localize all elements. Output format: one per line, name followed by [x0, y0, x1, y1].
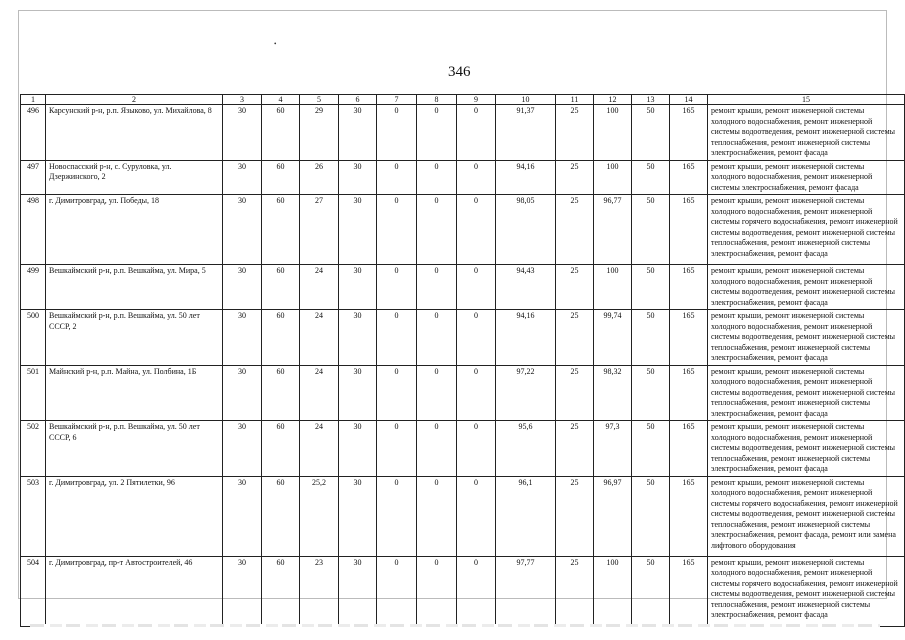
- cell-col-9: 0: [457, 365, 496, 421]
- cell-row-number: 497: [21, 160, 46, 195]
- column-header-12: 12: [594, 95, 632, 105]
- cell-col-10: 96,1: [496, 476, 556, 556]
- cell-col-11: 25: [556, 160, 594, 195]
- cell-col-10: 97,77: [496, 556, 556, 626]
- cell-col-4: 60: [262, 476, 300, 556]
- cell-col-5: 27: [300, 195, 339, 265]
- cell-address: Карсунский р-н, р.п. Языково, ул. Михайлова, 8: [46, 105, 223, 161]
- cell-col-14: 165: [670, 556, 708, 626]
- cell-col-14: 165: [670, 310, 708, 366]
- cell-col-3: 30: [223, 556, 262, 626]
- cell-repair-works: ремонт крыши, ремонт инженерной системы холодного водоснабжения, ремонт инженерной системы водоотведения, ремонт инженерной системы теплоснабжения, ремонт инженерной системы электроснабжения, ремонт фасада: [708, 310, 905, 366]
- cell-col-7: 0: [377, 556, 417, 626]
- cell-col-10: 91,37: [496, 105, 556, 161]
- cell-repair-works: ремонт крыши, ремонт инженерной системы холодного водоснабжения, ремонт инженерной системы водоотведения, ремонт инженерной системы теплоснабжения, ремонт инженерной системы электроснабжения, ремонт фасада: [708, 365, 905, 421]
- repair-works-table: [20, 94, 905, 627]
- cell-address: Вешкаймский р-н, р.п. Вешкайма, ул. 50 лет СССР, 2: [46, 310, 223, 366]
- cell-row-number: 501: [21, 365, 46, 421]
- cell-col-6: 30: [339, 556, 377, 626]
- cell-col-8: 0: [417, 365, 457, 421]
- cell-row-number: 499: [21, 265, 46, 310]
- column-header-8: 8: [417, 95, 457, 105]
- cell-col-11: 25: [556, 195, 594, 265]
- column-header-4: 4: [262, 95, 300, 105]
- cell-row-number: 504: [21, 556, 46, 626]
- cell-col-13: 50: [632, 421, 670, 477]
- page-number: 346: [448, 64, 471, 80]
- cell-col-7: 0: [377, 476, 417, 556]
- cell-col-7: 0: [377, 365, 417, 421]
- column-header-5: 5: [300, 95, 339, 105]
- cell-col-7: 0: [377, 160, 417, 195]
- cell-col-5: 24: [300, 421, 339, 477]
- cell-col-14: 165: [670, 160, 708, 195]
- cell-col-5: 23: [300, 556, 339, 626]
- table-row: [21, 105, 905, 161]
- table-row: [21, 160, 905, 195]
- cell-col-8: 0: [417, 310, 457, 366]
- cell-row-number: 498: [21, 195, 46, 265]
- cell-col-7: 0: [377, 195, 417, 265]
- cell-row-number: 500: [21, 310, 46, 366]
- cell-col-5: 29: [300, 105, 339, 161]
- cell-address: Майнский р-н, р.п. Майна, ул. Полбина, 1Б: [46, 365, 223, 421]
- cell-col-13: 50: [632, 556, 670, 626]
- cell-repair-works: ремонт крыши, ремонт инженерной системы холодного водоснабжения, ремонт инженерной системы горячего водоснабжения, ремонт инженерной системы водоотведения, ремонт инженерной системы теплоснабжения, ремонт инженерной системы электроснабжения, ремонт фасада: [708, 556, 905, 626]
- cell-col-6: 30: [339, 265, 377, 310]
- cell-col-10: 94,43: [496, 265, 556, 310]
- cell-col-13: 50: [632, 105, 670, 161]
- cell-col-11: 25: [556, 556, 594, 626]
- cell-col-9: 0: [457, 265, 496, 310]
- scan-speck: •: [274, 40, 277, 48]
- cell-col-6: 30: [339, 160, 377, 195]
- cell-col-5: 24: [300, 310, 339, 366]
- table-row: [21, 476, 905, 556]
- cell-col-9: 0: [457, 160, 496, 195]
- column-header-14: 14: [670, 95, 708, 105]
- cell-address: Вешкаймский р-н, р.п. Вешкайма, ул. Мира, 5: [46, 265, 223, 310]
- cell-col-8: 0: [417, 160, 457, 195]
- cell-col-13: 50: [632, 160, 670, 195]
- cell-col-12: 100: [594, 265, 632, 310]
- column-header-11: 11: [556, 95, 594, 105]
- cell-col-4: 60: [262, 556, 300, 626]
- table-row: [21, 421, 905, 477]
- cell-col-12: 99,74: [594, 310, 632, 366]
- cell-col-3: 30: [223, 421, 262, 477]
- cell-col-3: 30: [223, 265, 262, 310]
- cell-col-4: 60: [262, 365, 300, 421]
- cell-col-8: 0: [417, 265, 457, 310]
- cell-col-6: 30: [339, 365, 377, 421]
- cell-col-11: 25: [556, 421, 594, 477]
- cell-col-6: 30: [339, 105, 377, 161]
- cell-col-13: 50: [632, 195, 670, 265]
- cell-col-13: 50: [632, 476, 670, 556]
- cell-col-11: 25: [556, 105, 594, 161]
- cell-col-3: 30: [223, 365, 262, 421]
- cell-col-10: 97,22: [496, 365, 556, 421]
- cell-col-5: 24: [300, 365, 339, 421]
- cell-col-4: 60: [262, 195, 300, 265]
- cell-col-8: 0: [417, 195, 457, 265]
- cell-col-12: 96,97: [594, 476, 632, 556]
- cell-col-4: 60: [262, 421, 300, 477]
- cell-col-4: 60: [262, 105, 300, 161]
- cell-col-12: 100: [594, 105, 632, 161]
- cell-col-5: 25,2: [300, 476, 339, 556]
- cell-col-4: 60: [262, 160, 300, 195]
- cell-col-9: 0: [457, 105, 496, 161]
- cell-col-10: 94,16: [496, 310, 556, 366]
- column-header-6: 6: [339, 95, 377, 105]
- page-border-top: [18, 10, 886, 11]
- cell-col-12: 100: [594, 556, 632, 626]
- cell-col-7: 0: [377, 421, 417, 477]
- cell-col-6: 30: [339, 421, 377, 477]
- cell-col-11: 25: [556, 365, 594, 421]
- cell-col-11: 25: [556, 265, 594, 310]
- cell-address: Новоспасский р-н, с. Суруловка, ул. Дзержинского, 2: [46, 160, 223, 195]
- scan-artifact-line: [30, 624, 880, 627]
- cell-col-14: 165: [670, 195, 708, 265]
- column-header-7: 7: [377, 95, 417, 105]
- cell-address: Вешкаймский р-н, р.п. Вешкайма, ул. 50 лет СССР, 6: [46, 421, 223, 477]
- cell-col-11: 25: [556, 476, 594, 556]
- cell-col-14: 165: [670, 421, 708, 477]
- cell-col-9: 0: [457, 476, 496, 556]
- cell-col-7: 0: [377, 105, 417, 161]
- cell-col-9: 0: [457, 421, 496, 477]
- cell-col-6: 30: [339, 195, 377, 265]
- cell-col-5: 26: [300, 160, 339, 195]
- cell-col-13: 50: [632, 365, 670, 421]
- cell-repair-works: ремонт крыши, ремонт инженерной системы холодного водоснабжения, ремонт инженерной системы водоотведения, ремонт инженерной системы теплоснабжения, ремонт инженерной системы электроснабжения, ремонт фасада: [708, 105, 905, 161]
- cell-col-13: 50: [632, 265, 670, 310]
- cell-col-13: 50: [632, 310, 670, 366]
- cell-col-9: 0: [457, 310, 496, 366]
- table-row: [21, 556, 905, 626]
- cell-col-11: 25: [556, 310, 594, 366]
- cell-repair-works: ремонт крыши, ремонт инженерной системы холодного водоснабжения, ремонт инженерной системы электроснабжения, ремонт фасада: [708, 160, 905, 195]
- table-row: [21, 310, 905, 366]
- column-header-15: 15: [708, 95, 905, 105]
- cell-col-10: 98,05: [496, 195, 556, 265]
- table-row: [21, 195, 905, 265]
- cell-col-12: 98,32: [594, 365, 632, 421]
- cell-address: г. Димитровград, пр-т Автостроителей, 46: [46, 556, 223, 626]
- column-header-2: 2: [46, 95, 223, 105]
- cell-col-3: 30: [223, 476, 262, 556]
- table-row: [21, 365, 905, 421]
- cell-col-10: 94,16: [496, 160, 556, 195]
- cell-repair-works: ремонт крыши, ремонт инженерной системы холодного водоснабжения, ремонт инженерной системы водоотведения, ремонт инженерной системы электроснабжения, ремонт фасада: [708, 265, 905, 310]
- cell-col-3: 30: [223, 160, 262, 195]
- cell-col-8: 0: [417, 556, 457, 626]
- cell-col-9: 0: [457, 556, 496, 626]
- cell-col-4: 60: [262, 265, 300, 310]
- column-header-10: 10: [496, 95, 556, 105]
- cell-col-8: 0: [417, 476, 457, 556]
- page-border-left: [18, 10, 19, 598]
- cell-address: г. Димитровград, ул. 2 Пятилетки, 96: [46, 476, 223, 556]
- table-row: [21, 265, 905, 310]
- cell-col-8: 0: [417, 421, 457, 477]
- cell-col-7: 0: [377, 310, 417, 366]
- cell-col-14: 165: [670, 105, 708, 161]
- cell-col-12: 100: [594, 160, 632, 195]
- cell-col-6: 30: [339, 476, 377, 556]
- cell-row-number: 502: [21, 421, 46, 477]
- cell-col-3: 30: [223, 105, 262, 161]
- cell-col-6: 30: [339, 310, 377, 366]
- cell-col-14: 165: [670, 365, 708, 421]
- cell-col-14: 165: [670, 265, 708, 310]
- cell-repair-works: ремонт крыши, ремонт инженерной системы холодного водоснабжения, ремонт инженерной системы водоотведения, ремонт инженерной системы теплоснабжения, ремонт инженерной системы электроснабжения, ремонт фасада: [708, 421, 905, 477]
- column-header-13: 13: [632, 95, 670, 105]
- cell-row-number: 503: [21, 476, 46, 556]
- cell-col-9: 0: [457, 195, 496, 265]
- cell-address: г. Димитровград, ул. Победы, 18: [46, 195, 223, 265]
- cell-col-10: 95,6: [496, 421, 556, 477]
- cell-col-3: 30: [223, 195, 262, 265]
- column-header-1: 1: [21, 95, 46, 105]
- cell-col-8: 0: [417, 105, 457, 161]
- cell-repair-works: ремонт крыши, ремонт инженерной системы холодного водоснабжения, ремонт инженерной системы горячего водоснабжения, ремонт инженерной системы водоотведения, ремонт инженерной системы теплоснабжения, ремонт инженерной системы электроснабжения, ремонт фасада: [708, 195, 905, 265]
- column-header-3: 3: [223, 95, 262, 105]
- cell-col-4: 60: [262, 310, 300, 366]
- cell-col-14: 165: [670, 476, 708, 556]
- cell-row-number: 496: [21, 105, 46, 161]
- cell-col-12: 96,77: [594, 195, 632, 265]
- cell-col-5: 24: [300, 265, 339, 310]
- cell-repair-works: ремонт крыши, ремонт инженерной системы холодного водоснабжения, ремонт инженерной системы горячего водоснабжения, ремонт инженерной системы водоотведения, ремонт инженерной системы теплоснабжения, ремонт инженерной системы электроснабжения, ремонт фасада, ремонт или замена лифтового оборудования: [708, 476, 905, 556]
- table-header-row: [21, 95, 905, 105]
- cell-col-7: 0: [377, 265, 417, 310]
- cell-col-12: 97,3: [594, 421, 632, 477]
- cell-col-3: 30: [223, 310, 262, 366]
- column-header-9: 9: [457, 95, 496, 105]
